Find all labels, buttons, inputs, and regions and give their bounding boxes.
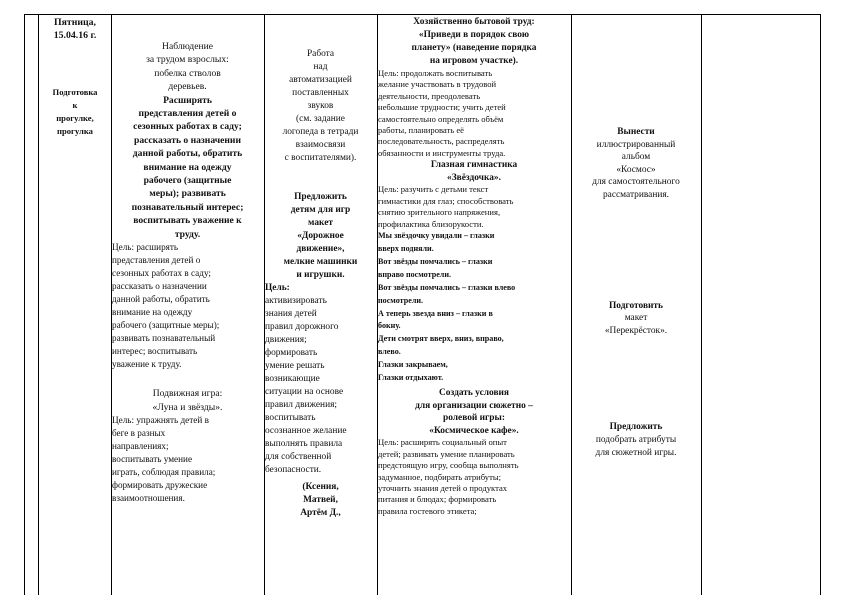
attributes-task: Предложить подобрать атрибуты для сюжетной игры. bbox=[595, 422, 677, 458]
column-border bbox=[820, 14, 821, 595]
day-cell bbox=[40, 16, 110, 138]
eye-gym-goal: Цель: разучить с детьми текст гимнастики для глаз; способствовать снятию зрительного напряжения, профилактика близорукости. bbox=[378, 184, 514, 229]
individual-work-cell bbox=[265, 16, 376, 520]
traffic-goal: Цель: активизировать знания детей правил дорожного движения; формировать умение решать возникающие ситуации на основе правил движения; воспитывать осознанное желание выполнять правила для собственной безопасности. bbox=[265, 283, 347, 475]
model-task: Подготовить макет «Перекрёсток». bbox=[604, 300, 668, 336]
traffic-offer: Предложить детям для игр макет «Дорожное движение», мелкие машинки и игрушки. bbox=[283, 192, 358, 280]
day-title: Пятница, 15.04.16 г. bbox=[53, 17, 97, 41]
eye-gym-title: Глазная гимнастика «Звёздочка». bbox=[430, 160, 518, 183]
eye-gym-poem: Мы звёздочку увидали – глазки вверх подняли. Вот звёзды помчались – глазки вправо посмотрели. Вот звёзды помчались – глазки влево посмотрели. А теперь звезда вниз – глазки в бокну. Дети смотрят вверх, вниз, вправо, влево. Глазки закрываем, Глазки отдыхают. bbox=[378, 231, 516, 383]
column-border bbox=[24, 14, 25, 595]
observation-goal: Цель: расширять представления детей о сезонных работах в саду; рассказать о назначении данной работы, обратить внимание на одежду рабочего (защитные меры); развивать познавательный интерес; воспитывать уважение к труду. bbox=[112, 242, 220, 370]
walk-cell bbox=[112, 16, 263, 505]
speech-work: Работа над автоматизацией поставленных звуков (см. задание логопеда в тетради взаимосвязи с воспитателями). bbox=[282, 49, 359, 163]
game-goal: Цель: упражнять детей в беге в разных направлениях; воспитывать умение играть, соблюдая правила; формировать дружеские взаимоотношения. bbox=[112, 414, 216, 503]
role-game-goal: Цель: расширять социальный опыт детей; развивать умение планировать предстоящую игру, сообща выполнять задуманное, подбирать атрибуты; уточнить знания детей о продуктах питания и блюдах; формировать правила гостевого этикета; bbox=[378, 437, 519, 516]
labor-title: Хозяйственно бытовой труд: «Приведи в порядок свою планету» (наведение порядка на игровом участке). bbox=[411, 17, 537, 66]
album-task: Вынести иллюстрированный альбом «Космос» для самостоятельного рассматривания. bbox=[592, 127, 680, 200]
children-names: (Ксения, Матвей, Артём Д., bbox=[300, 482, 341, 518]
joint-activity-cell bbox=[378, 16, 570, 517]
observation-title: Наблюдение за трудом взрослых: побелка стволов деревьев. bbox=[146, 41, 229, 93]
observation-goal-bold: Расширять представления детей о сезонных работах в саду; рассказать о назначении данной работы, обратить внимание на одежду рабочего (защитные меры); развивать познавательный интерес; воспитывать уважение к труду. bbox=[131, 94, 244, 240]
environment-cell bbox=[572, 16, 700, 459]
regime-moment: Подготовка к прогулке, прогулка bbox=[52, 87, 98, 136]
column-border bbox=[701, 14, 702, 595]
labor-goal: Цель: продолжать воспитывать желание участвовать в трудовой деятельности, преодолевать небольшие трудности; учить детей самостоятельно определять объём работы, планировать её последовательность, распределять обязанности и инструменты труда. bbox=[378, 68, 506, 158]
column-border bbox=[38, 14, 39, 595]
game-title: Подвижная игра: «Луна и звёзды». bbox=[152, 388, 223, 413]
role-game-title: Создать условия для организации сюжетно – ролевой игры: «Космическое кафе». bbox=[415, 387, 533, 436]
